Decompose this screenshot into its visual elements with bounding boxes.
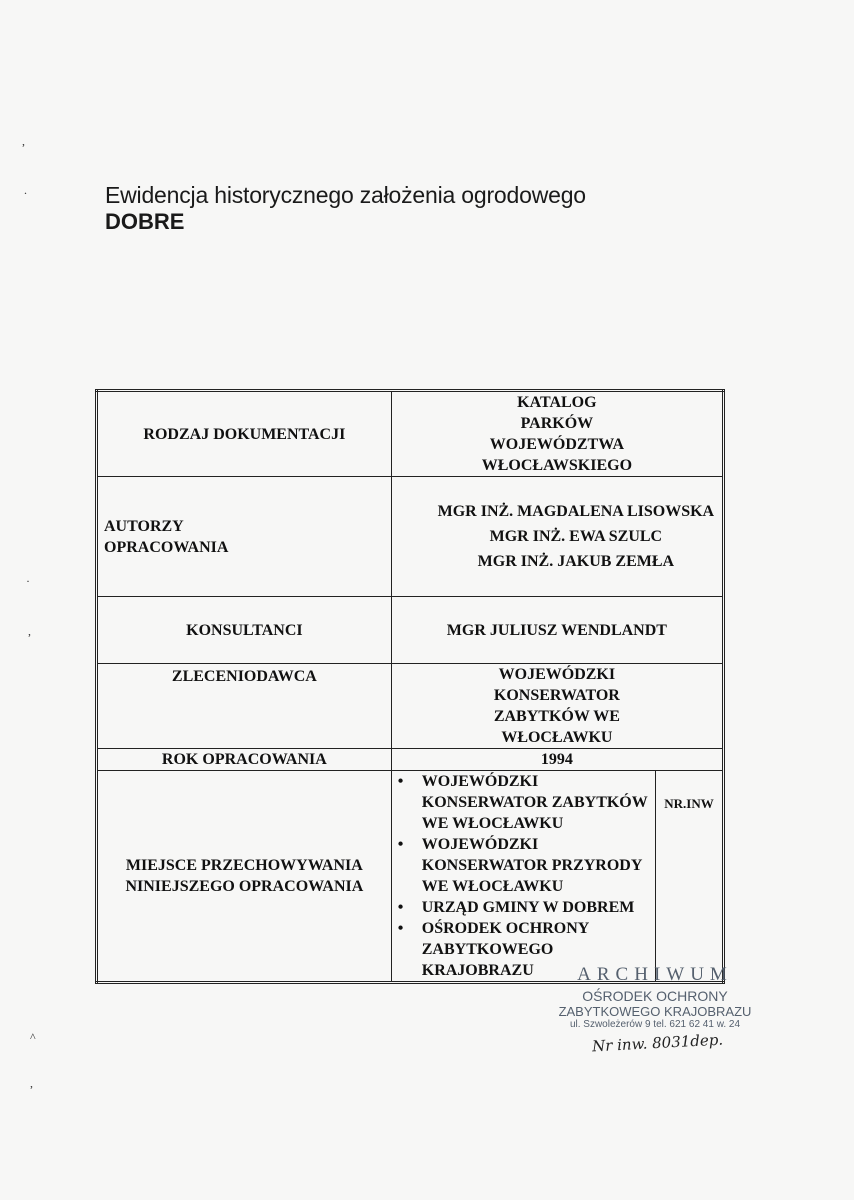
row-label: AUTORZY OPRACOWANIA [97, 477, 392, 597]
row-value: MGR JULIUSZ WENDLANDT [391, 597, 723, 664]
storage-locations-list [392, 771, 655, 981]
document-title: Ewidencja historycznego założenia ogrodowego [105, 182, 586, 208]
table-row [97, 771, 724, 983]
row-label: ZLECENIODAWCA [97, 664, 392, 749]
scan-speck: , [30, 1076, 33, 1090]
scan-speck: , [28, 624, 31, 638]
handwritten-inventory-note: Nr inw. 8031dep. [591, 1030, 724, 1056]
list-item: • URZĄD GMINY W DOBREM [422, 897, 655, 918]
author-name: MGR INŻ. JAKUB ZEMŁA [477, 553, 675, 570]
storage-locations-cell [391, 771, 655, 983]
row-label: KONSULTANCI [97, 597, 392, 664]
table-row [97, 664, 724, 749]
list-item: • OŚRODEK OCHRONY ZABYTKOWEGO KRAJOBRAZU [422, 918, 655, 981]
scan-speck: · [26, 574, 30, 588]
inventory-number-cell: NR.INW [656, 771, 724, 983]
scan-speck: . [24, 183, 27, 197]
row-value: 1994 [391, 749, 723, 771]
table-row [97, 597, 724, 664]
scan-speck: , [22, 134, 25, 148]
table-row [97, 749, 724, 771]
stamp-line: ZABYTKOWEGO KRAJOBRAZU [558, 1004, 752, 1019]
table-row [97, 477, 724, 597]
stamp-line: ARCHIWUM [577, 964, 733, 985]
row-value: WOJEWÓDZKI KONSERWATOR ZABYTKÓW WE WŁOCŁAWKU [391, 664, 723, 749]
list-item: • WOJEWÓDZKI KONSERWATOR ZABYTKÓW WE WŁOCŁAWKU [422, 771, 655, 834]
row-value: KATALOG PARKÓW WOJEWÓDZTWA WŁOCŁAWSKIEGO [391, 391, 723, 477]
row-label: ROK OPRACOWANIA [97, 749, 392, 771]
scan-speck: ^ [30, 1030, 36, 1044]
list-item: • WOJEWÓDZKI KONSERWATOR PRZYRODY WE WŁOCŁAWKU [422, 834, 655, 897]
author-name: MGR INŻ. EWA SZULC [489, 528, 663, 545]
archive-stamp [545, 964, 765, 1030]
stamp-address: ul. Szwoleżerów 9 tel. 621 62 41 w. 24 [569, 1019, 741, 1030]
documentation-table [95, 389, 725, 984]
stamp-line: OŚRODEK OCHRONY [582, 988, 728, 1004]
row-label: MIEJSCE PRZECHOWYWANIA NINIEJSZEGO OPRACOWANIA [97, 771, 392, 983]
table-row [97, 391, 724, 477]
document-subtitle: DOBRE [105, 209, 185, 234]
authors-cell [391, 477, 723, 597]
author-name: MGR INŻ. MAGDALENA LISOWSKA [437, 503, 715, 520]
row-label: RODZAJ DOKUMENTACJI [97, 391, 392, 477]
